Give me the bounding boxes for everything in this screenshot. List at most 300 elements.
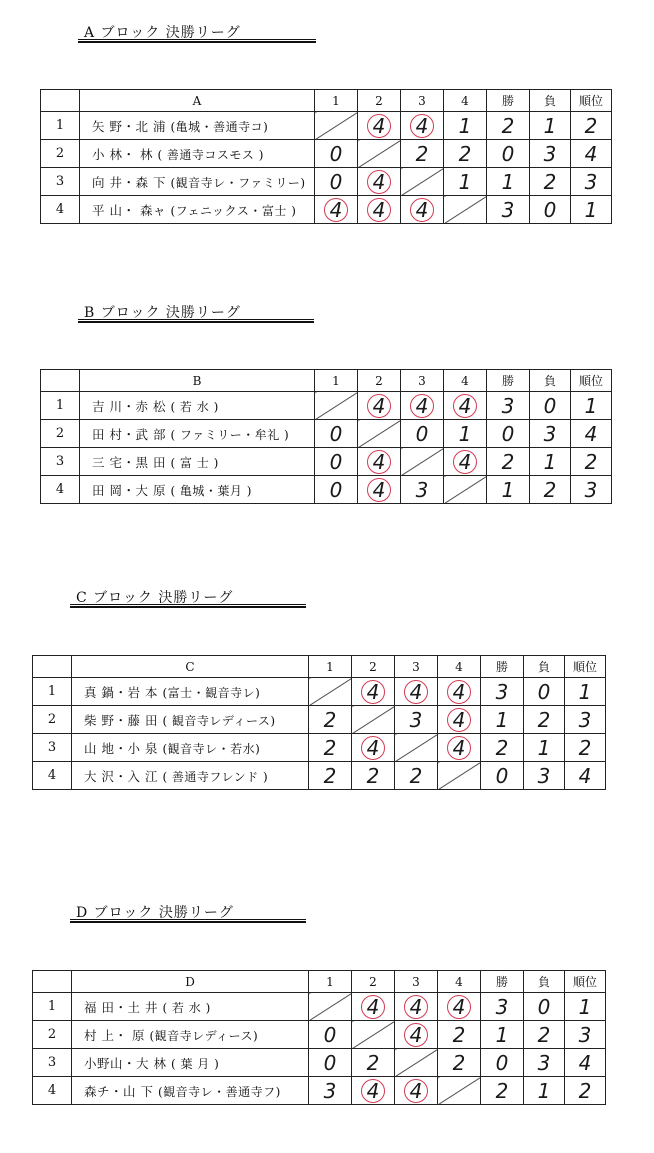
match-score-cell <box>309 1021 352 1049</box>
rank-value: 4 <box>584 141 598 166</box>
wins-cell <box>487 112 530 140</box>
self-match-cell <box>438 1077 481 1105</box>
match-score-cell <box>444 392 487 420</box>
rank-value: 1 <box>578 994 592 1019</box>
winning-score: 4 <box>410 114 434 138</box>
wins-cell <box>481 706 524 734</box>
rank-value: 4 <box>578 1050 592 1075</box>
winning-score: 4 <box>367 170 391 194</box>
header-wins: 勝 <box>487 370 530 392</box>
header-rank: 順位 <box>565 971 606 993</box>
wins-cell <box>481 1049 524 1077</box>
header-col-2: 2 <box>352 971 395 993</box>
team-players: 山 地・小 泉 <box>84 740 158 756</box>
row-number: 2 <box>41 140 80 168</box>
team-cell <box>72 706 309 734</box>
team-cell <box>80 112 315 140</box>
header-col-1: 1 <box>315 90 358 112</box>
rank-value: 3 <box>584 169 598 194</box>
match-score: 0 <box>323 1050 337 1075</box>
table-header-row <box>41 90 612 112</box>
header-wins: 勝 <box>481 656 524 678</box>
rank-cell <box>565 706 606 734</box>
match-score-cell <box>315 140 358 168</box>
header-rank: 順位 <box>571 370 612 392</box>
wins-count: 0 <box>501 421 515 446</box>
self-match-cell <box>444 476 487 504</box>
winning-score: 4 <box>410 198 434 222</box>
team-players: 福 田・土 井 <box>84 999 158 1015</box>
header-col-2: 2 <box>358 90 401 112</box>
match-score-cell <box>401 392 444 420</box>
wins-cell <box>487 448 530 476</box>
row-number: 1 <box>41 112 80 140</box>
team-players: 真 鍋・岩 本 <box>84 684 158 700</box>
header-col-3: 3 <box>401 370 444 392</box>
team-club: ( 富 士 ) <box>170 455 219 470</box>
winning-score: 4 <box>447 736 471 760</box>
match-score-cell <box>401 196 444 224</box>
losses-count: 2 <box>537 707 551 732</box>
rank-value: 2 <box>578 735 592 760</box>
team-cell <box>80 448 315 476</box>
team-cell <box>72 993 309 1021</box>
match-score-cell <box>395 678 438 706</box>
team-cell <box>80 168 315 196</box>
match-score-cell <box>358 392 401 420</box>
match-score: 2 <box>409 763 423 788</box>
match-score-cell <box>315 168 358 196</box>
table-header-row <box>33 971 606 993</box>
team-club: ( 若 水 ) <box>162 1000 211 1015</box>
winning-score: 4 <box>361 736 385 760</box>
table-row <box>41 168 612 196</box>
match-score-cell <box>395 706 438 734</box>
match-score-cell <box>444 168 487 196</box>
match-score: 2 <box>366 763 380 788</box>
rank-value: 2 <box>584 113 598 138</box>
self-match-cell <box>315 112 358 140</box>
match-score-cell <box>401 112 444 140</box>
row-number: 4 <box>33 1077 72 1105</box>
header-col-3: 3 <box>401 90 444 112</box>
winning-score: 4 <box>404 680 428 704</box>
losses-cell <box>530 420 571 448</box>
header-col-4: 4 <box>444 370 487 392</box>
table-row <box>41 448 612 476</box>
match-score-cell <box>358 476 401 504</box>
table-row <box>33 734 606 762</box>
match-score: 0 <box>329 477 343 502</box>
rank-cell <box>565 762 606 790</box>
header-col-2: 2 <box>358 370 401 392</box>
team-cell <box>72 1021 309 1049</box>
wins-cell <box>487 196 530 224</box>
match-score-cell <box>352 678 395 706</box>
winning-score: 4 <box>324 198 348 222</box>
match-score-cell <box>358 196 401 224</box>
self-match-cell <box>444 196 487 224</box>
winning-score: 4 <box>453 394 477 418</box>
winning-score: 4 <box>367 198 391 222</box>
wins-count: 1 <box>501 477 515 502</box>
row-number: 1 <box>41 392 80 420</box>
match-score-cell <box>438 706 481 734</box>
self-match-cell <box>395 1049 438 1077</box>
losses-cell <box>530 476 571 504</box>
header-col-1: 1 <box>309 656 352 678</box>
losses-count: 2 <box>537 1022 551 1047</box>
team-players: 小野山・大 林 <box>84 1055 167 1071</box>
losses-count: 0 <box>537 679 551 704</box>
self-match-cell <box>352 1021 395 1049</box>
row-number: 4 <box>41 196 80 224</box>
rank-cell <box>571 140 612 168</box>
rank-value: 4 <box>578 763 592 788</box>
rank-cell <box>571 448 612 476</box>
self-match-cell <box>438 762 481 790</box>
title-underline <box>78 319 314 323</box>
league-table-d <box>32 970 606 1105</box>
header-col-1: 1 <box>309 971 352 993</box>
header-wins: 勝 <box>487 90 530 112</box>
rank-cell <box>565 1077 606 1105</box>
winning-score: 4 <box>404 1079 428 1103</box>
match-score-cell <box>438 1021 481 1049</box>
wins-count: 2 <box>495 735 509 760</box>
team-club: ( 観音寺レディース) <box>162 713 276 728</box>
match-score: 0 <box>329 141 343 166</box>
match-score-cell <box>444 420 487 448</box>
match-score: 0 <box>415 421 429 446</box>
header-block-label: D <box>72 971 309 993</box>
league-table-a <box>40 89 612 224</box>
match-score-cell <box>358 168 401 196</box>
match-score: 2 <box>452 1050 466 1075</box>
header-block-label: A <box>80 90 315 112</box>
match-score-cell <box>352 993 395 1021</box>
wins-cell <box>487 392 530 420</box>
team-players: 村 上・ 原 <box>84 1027 145 1043</box>
team-players: 三 宅・黒 田 <box>92 454 166 470</box>
rank-cell <box>565 993 606 1021</box>
team-players: 平 山・ 森ャ <box>92 202 166 218</box>
match-score-cell <box>315 476 358 504</box>
team-cell <box>80 392 315 420</box>
rank-cell <box>571 476 612 504</box>
block-d-title: D ブロック 決勝リーグ <box>76 905 234 921</box>
rank-value: 3 <box>584 477 598 502</box>
losses-count: 3 <box>543 141 557 166</box>
winning-score: 4 <box>404 995 428 1019</box>
winning-score: 4 <box>453 450 477 474</box>
match-score-cell <box>352 734 395 762</box>
match-score: 3 <box>323 1078 337 1103</box>
rank-value: 1 <box>584 393 598 418</box>
match-score: 0 <box>329 169 343 194</box>
team-club: ( 若 水 ) <box>170 399 219 414</box>
match-score-cell <box>352 1077 395 1105</box>
wins-count: 1 <box>501 169 515 194</box>
wins-cell <box>487 168 530 196</box>
header-col-4: 4 <box>438 971 481 993</box>
match-score-cell <box>444 448 487 476</box>
losses-count: 3 <box>543 421 557 446</box>
rank-value: 2 <box>578 1078 592 1103</box>
match-score-cell <box>358 112 401 140</box>
losses-count: 3 <box>537 763 551 788</box>
match-score: 3 <box>409 707 423 732</box>
match-score: 2 <box>323 707 337 732</box>
match-score-cell <box>309 734 352 762</box>
losses-cell <box>524 1077 565 1105</box>
table-row <box>33 678 606 706</box>
match-score-cell <box>444 112 487 140</box>
rank-cell <box>565 678 606 706</box>
title-underline <box>78 39 316 43</box>
match-score: 2 <box>415 141 429 166</box>
match-score-cell <box>438 1049 481 1077</box>
rank-value: 3 <box>578 707 592 732</box>
table-row <box>33 1021 606 1049</box>
match-score-cell <box>309 706 352 734</box>
header-rank: 順位 <box>571 90 612 112</box>
self-match-cell <box>315 392 358 420</box>
team-cell <box>80 420 315 448</box>
match-score-cell <box>401 420 444 448</box>
losses-count: 1 <box>537 735 551 760</box>
match-score: 2 <box>366 1050 380 1075</box>
winning-score: 4 <box>404 1023 428 1047</box>
table-row <box>41 140 612 168</box>
wins-cell <box>487 140 530 168</box>
wins-cell <box>481 734 524 762</box>
table-row <box>41 196 612 224</box>
losses-count: 0 <box>543 197 557 222</box>
header-col-3: 3 <box>395 971 438 993</box>
header-losses: 負 <box>524 971 565 993</box>
header-col-4: 4 <box>444 90 487 112</box>
match-score: 1 <box>458 169 472 194</box>
self-match-cell <box>401 448 444 476</box>
losses-cell <box>524 762 565 790</box>
title-underline <box>70 604 306 608</box>
header-no <box>33 656 72 678</box>
team-cell <box>72 1049 309 1077</box>
winning-score: 4 <box>367 114 391 138</box>
header-block-label: C <box>72 656 309 678</box>
team-players: 田 岡・大 原 <box>92 482 166 498</box>
header-no <box>41 90 80 112</box>
losses-count: 0 <box>543 393 557 418</box>
match-score-cell <box>401 140 444 168</box>
winning-score: 4 <box>361 1079 385 1103</box>
self-match-cell <box>358 420 401 448</box>
losses-cell <box>524 993 565 1021</box>
table-row <box>33 706 606 734</box>
header-no <box>41 370 80 392</box>
match-score-cell <box>395 1021 438 1049</box>
losses-count: 0 <box>537 994 551 1019</box>
match-score: 0 <box>323 1022 337 1047</box>
match-score: 1 <box>458 113 472 138</box>
team-cell <box>72 762 309 790</box>
rank-cell <box>565 1049 606 1077</box>
team-club: (観音寺レ・ファミリー) <box>170 175 306 190</box>
table-row <box>41 476 612 504</box>
match-score-cell <box>401 476 444 504</box>
match-score-cell <box>438 678 481 706</box>
rank-value: 1 <box>584 197 598 222</box>
winning-score: 4 <box>361 680 385 704</box>
wins-count: 0 <box>501 141 515 166</box>
row-number: 3 <box>33 1049 72 1077</box>
rank-value: 4 <box>584 421 598 446</box>
header-col-2: 2 <box>352 656 395 678</box>
table-row <box>41 392 612 420</box>
team-players: 吉 川・赤 松 <box>92 398 166 414</box>
row-number: 2 <box>41 420 80 448</box>
rank-value: 1 <box>578 679 592 704</box>
row-number: 3 <box>41 448 80 476</box>
match-score-cell <box>438 993 481 1021</box>
team-players: 大 沢・入 江 <box>84 768 158 784</box>
row-number: 1 <box>33 678 72 706</box>
header-wins: 勝 <box>481 971 524 993</box>
match-score-cell <box>315 196 358 224</box>
self-match-cell <box>401 168 444 196</box>
team-cell <box>80 140 315 168</box>
row-number: 4 <box>41 476 80 504</box>
header-block-label: B <box>80 370 315 392</box>
winning-score: 4 <box>361 995 385 1019</box>
team-players: 田 村・武 部 <box>92 426 166 442</box>
row-number: 2 <box>33 1021 72 1049</box>
losses-cell <box>524 706 565 734</box>
losses-cell <box>530 196 571 224</box>
rank-cell <box>571 420 612 448</box>
block-a-title: A ブロック 決勝リーグ <box>84 25 241 41</box>
losses-cell <box>524 1049 565 1077</box>
header-col-1: 1 <box>315 370 358 392</box>
rank-cell <box>571 196 612 224</box>
header-losses: 負 <box>524 656 565 678</box>
match-score-cell <box>309 762 352 790</box>
table-row <box>33 1049 606 1077</box>
rank-cell <box>565 734 606 762</box>
match-score: 2 <box>323 763 337 788</box>
losses-cell <box>530 448 571 476</box>
team-club: ( 葉 月 ) <box>170 1056 220 1071</box>
team-club: ( ファミリー・牟礼 ) <box>170 427 290 442</box>
block-b-title: B ブロック 決勝リーグ <box>84 305 241 321</box>
team-club: (亀城・善通寺コ) <box>170 119 269 134</box>
title-underline <box>70 919 306 923</box>
wins-count: 0 <box>495 1050 509 1075</box>
wins-count: 3 <box>501 197 515 222</box>
rank-cell <box>565 1021 606 1049</box>
block-c-title: C ブロック 決勝リーグ <box>76 590 234 606</box>
wins-count: 1 <box>495 1022 509 1047</box>
winning-score: 4 <box>410 394 434 418</box>
match-score-cell <box>395 1077 438 1105</box>
wins-cell <box>481 762 524 790</box>
self-match-cell <box>309 678 352 706</box>
table-header-row <box>41 370 612 392</box>
match-score-cell <box>352 762 395 790</box>
match-score-cell <box>438 734 481 762</box>
wins-cell <box>481 1077 524 1105</box>
match-score-cell <box>395 762 438 790</box>
wins-count: 1 <box>495 707 509 732</box>
wins-cell <box>487 476 530 504</box>
wins-count: 3 <box>501 393 515 418</box>
wins-cell <box>487 420 530 448</box>
team-cell <box>72 678 309 706</box>
header-col-4: 4 <box>438 656 481 678</box>
team-club: (観音寺レディース) <box>149 1028 259 1043</box>
league-table-b <box>40 369 612 504</box>
team-cell <box>80 476 315 504</box>
losses-cell <box>530 112 571 140</box>
row-number: 3 <box>33 734 72 762</box>
match-score: 0 <box>329 421 343 446</box>
team-players: 柴 野・藤 田 <box>84 712 158 728</box>
table-header-row <box>33 656 606 678</box>
losses-count: 1 <box>537 1078 551 1103</box>
team-cell <box>72 1077 309 1105</box>
header-losses: 負 <box>530 370 571 392</box>
table-row <box>33 993 606 1021</box>
team-club: (観音寺レ・若水) <box>162 741 261 756</box>
losses-cell <box>530 392 571 420</box>
losses-count: 1 <box>543 449 557 474</box>
match-score-cell <box>352 1049 395 1077</box>
wins-count: 3 <box>495 994 509 1019</box>
match-score: 0 <box>329 449 343 474</box>
header-no <box>33 971 72 993</box>
match-score-cell <box>358 448 401 476</box>
winning-score: 4 <box>447 708 471 732</box>
self-match-cell <box>352 706 395 734</box>
losses-count: 2 <box>543 477 557 502</box>
team-club: (観音寺レ・善通寺フ) <box>157 1084 281 1099</box>
losses-cell <box>530 168 571 196</box>
team-club: (富士・観音寺レ) <box>162 685 261 700</box>
header-rank: 順位 <box>565 656 606 678</box>
wins-cell <box>481 993 524 1021</box>
team-club: (フェニックス・富士 ) <box>170 203 297 218</box>
winning-score: 4 <box>447 680 471 704</box>
match-score-cell <box>309 1077 352 1105</box>
self-match-cell <box>358 140 401 168</box>
wins-count: 2 <box>495 1078 509 1103</box>
team-club: ( 善通寺フレンド ) <box>162 769 269 784</box>
match-score-cell <box>315 448 358 476</box>
table-row <box>41 420 612 448</box>
match-score-cell <box>315 420 358 448</box>
table-row <box>33 1077 606 1105</box>
team-players: 小 林・ 林 <box>92 146 153 162</box>
wins-count: 3 <box>495 679 509 704</box>
team-cell <box>80 196 315 224</box>
header-col-3: 3 <box>395 656 438 678</box>
rank-cell <box>571 168 612 196</box>
rank-cell <box>571 112 612 140</box>
wins-count: 2 <box>501 449 515 474</box>
league-table-c <box>32 655 606 790</box>
match-score: 2 <box>323 735 337 760</box>
